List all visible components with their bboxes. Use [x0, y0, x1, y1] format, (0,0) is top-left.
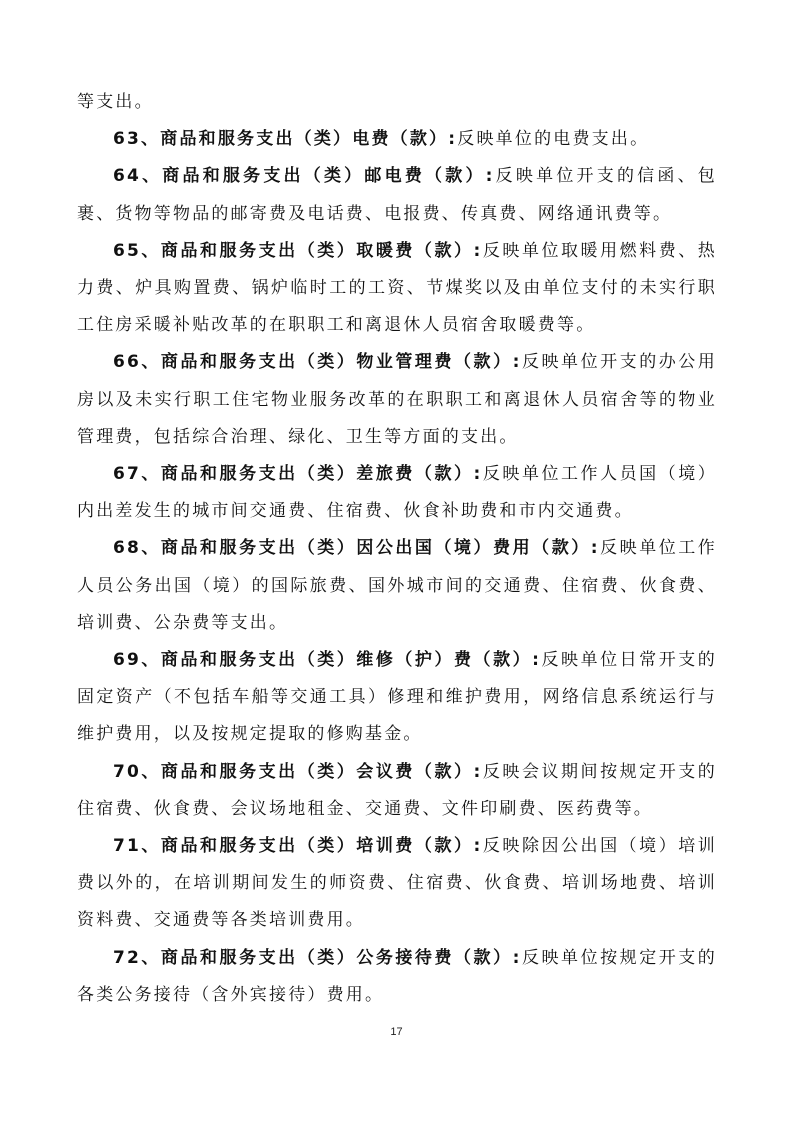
- continuation-paragraph: 等支出。: [77, 92, 154, 112]
- item-70-paragraph: [77, 754, 717, 828]
- item-72-heading: 72、商品和服务支出（类）公务接待费（款）:: [113, 947, 522, 968]
- item-69-heading: 69、商品和服务支出（类）维修（护）费（款）:: [113, 650, 542, 671]
- item-64-heading: 64、商品和服务支出（类）邮电费（款）:: [113, 166, 495, 187]
- item-63-heading: 63、商品和服务支出（类）电费（款）:: [113, 129, 458, 150]
- item-64-paragraph: [77, 158, 717, 232]
- item-64-body: 反映单位开支的信函、包裹、货物等物品的邮寄费及电话费、电报费、传真费、网络通讯费等。: [77, 166, 717, 224]
- item-65-paragraph: [77, 233, 717, 345]
- page-number: 17: [390, 1026, 403, 1038]
- item-71-heading: 71、商品和服务支出（类）培训费（款）:: [113, 836, 483, 857]
- item-66-heading: 66、商品和服务支出（类）物业管理费（款）:: [113, 352, 522, 373]
- item-72-paragraph: [77, 940, 717, 1014]
- item-71-paragraph: [77, 828, 717, 940]
- item-63-paragraph: [77, 121, 717, 158]
- item-70-body: 反映会议期间按规定开支的住宿费、伙食费、会议场地租金、交通费、文件印刷费、医药费等。: [77, 761, 717, 819]
- item-68-paragraph: [77, 530, 717, 642]
- item-67-body: 反映单位工作人员国（境）内出差发生的城市间交通费、住宿费、伙食补助费和市内交通费。: [77, 464, 717, 522]
- item-68-heading: 68、商品和服务支出（类）因公出国（境）费用（款）:: [113, 538, 600, 559]
- item-67-heading: 67、商品和服务支出（类）差旅费（款）:: [113, 464, 483, 485]
- item-72-body: 反映单位按规定开支的各类公务接待（含外宾接待）费用。: [77, 947, 718, 1005]
- item-63-body: 反映单位的电费支出。: [457, 129, 650, 150]
- item-65-body: 反映单位取暖用燃料费、热力费、炉具购置费、锅炉临时工的工资、节煤奖以及由单位支付的未实行职工住房采暖补贴改革的在职职工和离退休人员宿舍取暖费等。: [77, 240, 717, 336]
- document-body: [77, 84, 717, 1014]
- item-70-heading: 70、商品和服务支出（类）会议费（款）:: [113, 761, 483, 782]
- item-69-paragraph: [77, 642, 717, 754]
- item-67-paragraph: [77, 456, 717, 530]
- item-66-body: 反映单位开支的办公用房以及未实行职工住宅物业服务改革的在职职工和离退休人员宿舍等的物业管理费，包括综合治理、绿化、卫生等方面的支出。: [77, 352, 718, 447]
- item-69-body: 反映单位日常开支的固定资产（不包括车船等交通工具）修理和维护费用，网络信息系统运行与维护费用，以及按规定提取的修购基金。: [77, 650, 717, 745]
- item-68-body: 反映单位工作人员公务出国（境）的国际旅费、国外城市间的交通费、住宿费、伙食费、培训费、公杂费等支出。: [77, 538, 718, 633]
- item-65-heading: 65、商品和服务支出（类）取暖费（款）:: [113, 240, 483, 261]
- item-71-body: 反映除因公出国（境）培训费以外的，在培训期间发生的师资费、住宿费、伙食费、培训场地费、培训资料费、交通费等各类培训费用。: [77, 836, 717, 931]
- item-66-paragraph: [77, 344, 717, 456]
